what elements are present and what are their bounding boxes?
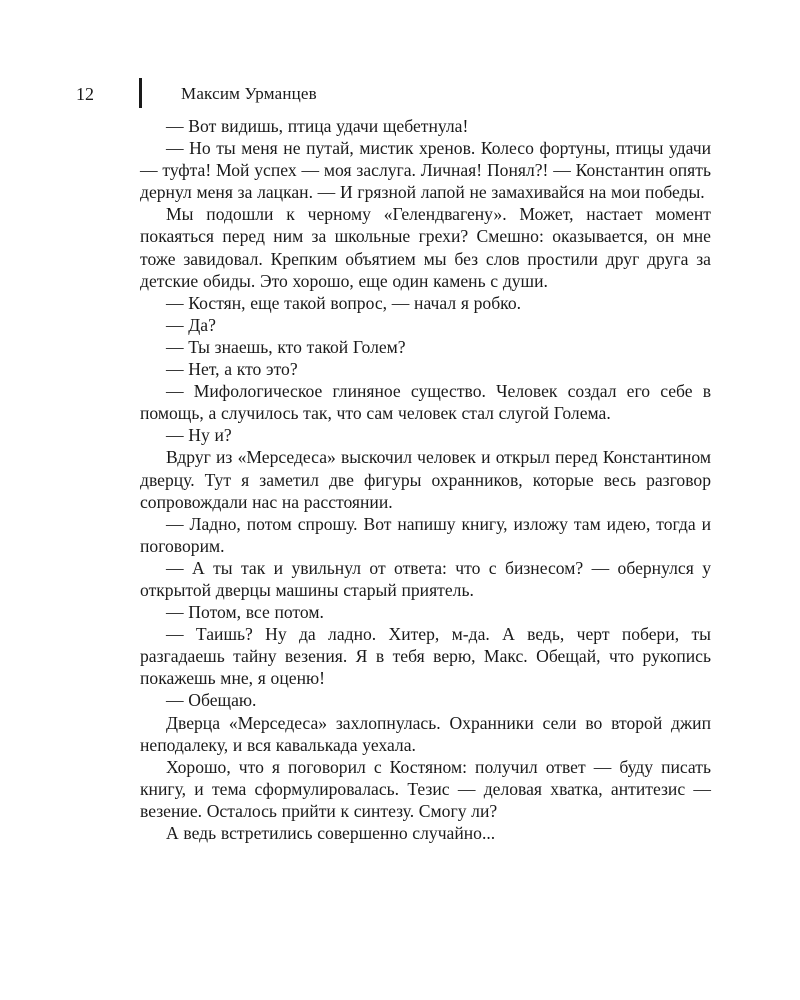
paragraph: — Мифологическое глиняное существо. Человек создал его себе в помощь, а случилось так, что сам человек стал слугой Голема. [140,381,711,424]
paragraph: Мы подошли к черному «Гелендвагену». Может, настает момент покаяться перед ним за школьные грехи? Смешно: оказывается, он мне тоже завидовал. Крепким объятием мы без слов простили друг друга за детские обиды. Это хорошо, еще один камень с души. [140,204,711,291]
paragraph: — Вот видишь, птица удачи щебетнула! [166,116,469,136]
paragraph: — Потом, все потом. [166,602,324,623]
paragraph: Дверца «Мерседеса» захлопнулась. Охранники сели во второй джип неподалеку, и вся кавалькада уехала. [140,712,711,755]
header-divider [139,78,142,108]
paragraph: — Костян, еще такой вопрос, — начал я робко. [166,292,522,313]
page-number: 12 [76,84,94,104]
body-text [140,115,711,844]
paragraph: — Таишь? Ну да ладно. Хитер, м-да. А ведь, черт побери, ты разгадаешь тайну везения. Я в тебя верю, Макс. Обещай, что рукопись покажешь мне, я оценю! [140,624,711,689]
page-header [0,78,800,110]
paragraph: — Да? [166,314,216,335]
paragraph: — Но ты меня не путай, мистик хренов. Колесо фортуны, птицы удачи — туфта! Мой успех — моя заслуга. Личная! Понял?! — Константин опять дернул меня за лацкан. — И грязной лапой не замахивайся на мои победы. [140,138,711,203]
paragraph: А ведь встретились совершенно случайно... [166,823,496,843]
paragraph: — Ладно, потом спрошу. Вот напишу книгу, изложу там идею, тогда и поговорим. [140,513,711,556]
paragraph: Вдруг из «Мерседеса» выскочил человек и открыл перед Константином дверцу. Тут я заметил две фигуры охранников, которые весь разговор сопровождали нас на расстоянии. [140,447,711,512]
paragraph: — Обещаю. [166,690,257,711]
paragraph: — А ты так и увильнул от ответа: что с бизнесом? — обернулся у открытой дверцы машины старый приятель. [140,557,711,600]
paragraph: — Нет, а кто это? [166,359,298,380]
paragraph: — Ну и? [166,425,232,446]
paragraph: — Ты знаешь, кто такой Голем? [166,336,406,357]
running-head-author: Максим Урманцев [181,84,317,103]
paragraph: Хорошо, что я поговорил с Костяном: получил ответ — буду писать книгу, и тема сформулировалась. Тезис — деловая хватка, антитезис — везение. Осталось прийти к синтезу. Смогу ли? [140,756,711,821]
